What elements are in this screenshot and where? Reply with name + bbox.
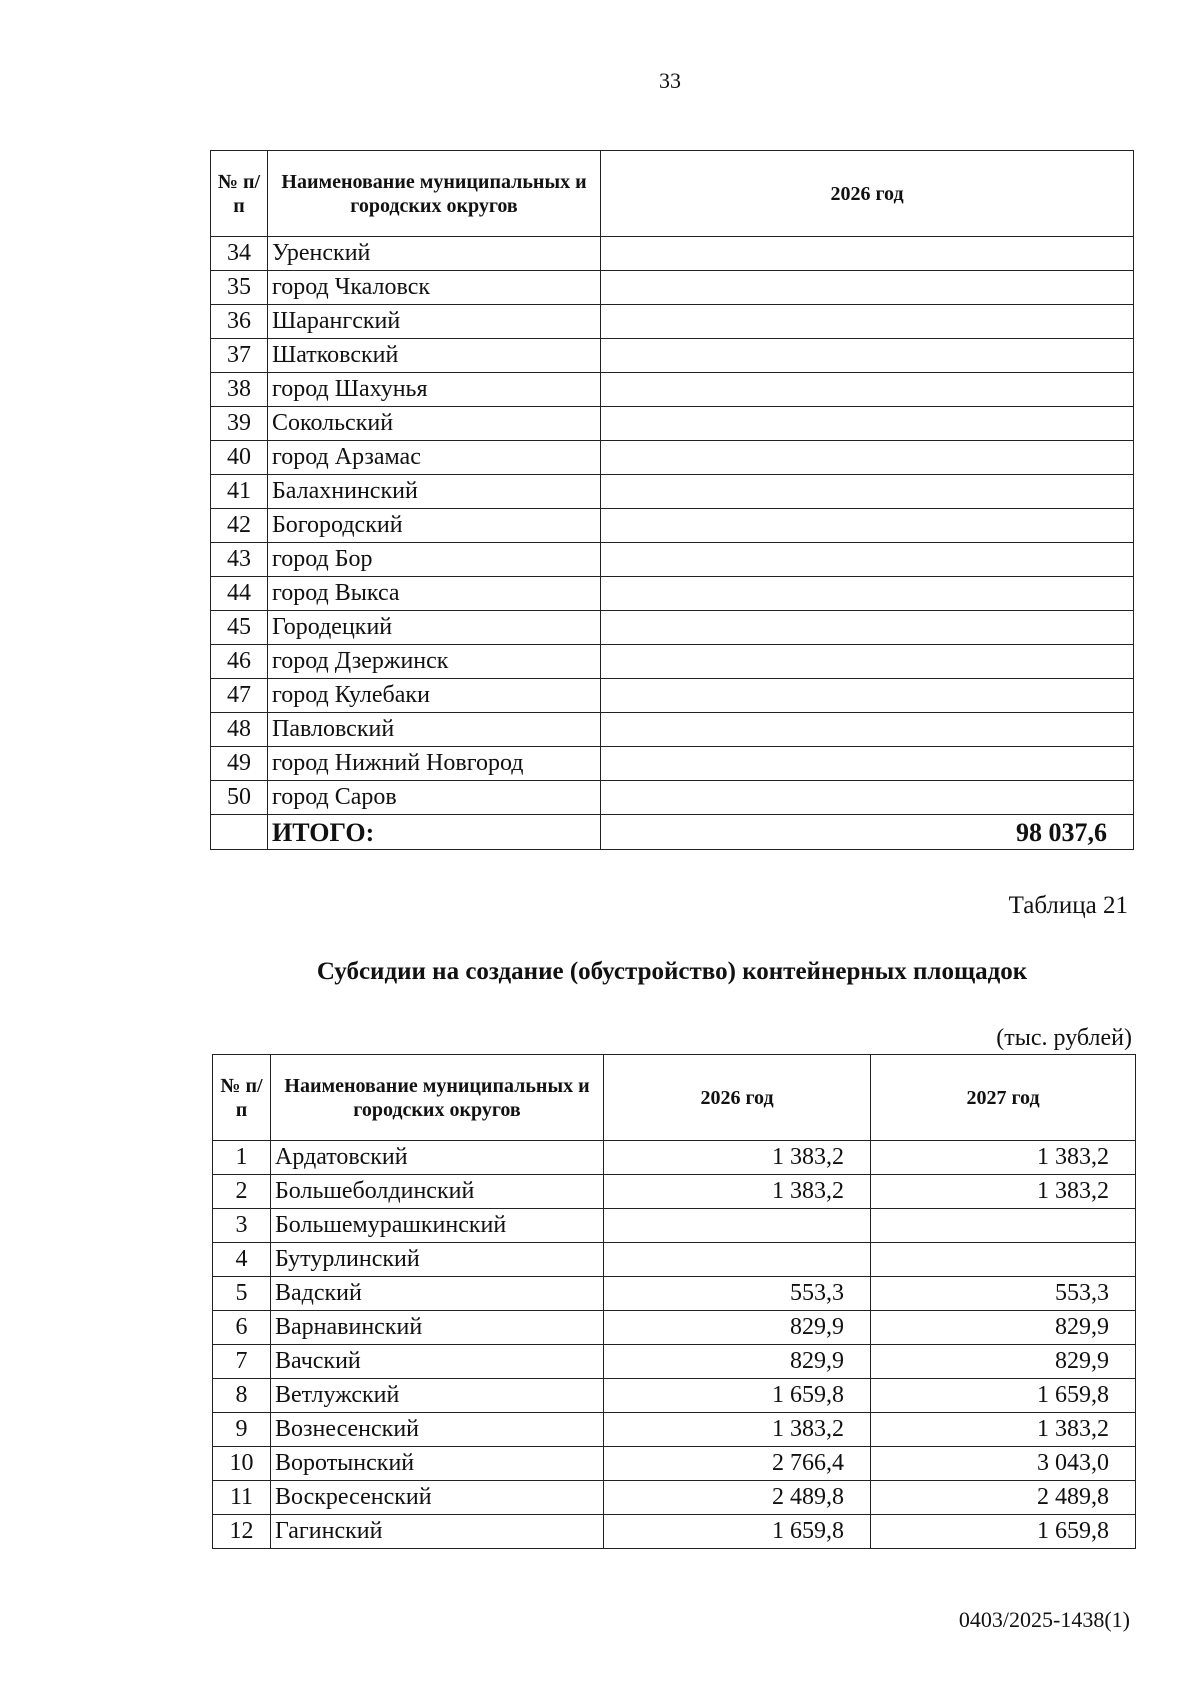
table-2-header: [213, 1055, 1136, 1141]
table-row: [211, 645, 1134, 679]
header-name: Наименование муниципальных и городских округов: [271, 1055, 604, 1141]
row-name: Шатковский: [268, 339, 601, 373]
table-row: [211, 237, 1134, 271]
row-value-2026: 1 383,2: [604, 1413, 871, 1447]
row-value-2026: [601, 543, 1134, 577]
header-2027: 2027 год: [871, 1055, 1136, 1141]
table-row: [213, 1141, 1136, 1175]
header-number: № п/п: [211, 151, 268, 237]
row-value-2027: 553,3: [871, 1277, 1136, 1311]
row-value-2026: 2 766,4: [604, 1447, 871, 1481]
table-title: Субсидии на создание (обустройство) контейнерных площадок: [316, 958, 1028, 985]
table-caption: Таблица 21: [1008, 892, 1128, 919]
row-number: 49: [211, 747, 268, 781]
row-name: город Арзамас: [268, 441, 601, 475]
row-name: Вачский: [271, 1345, 604, 1379]
row-name: Павловский: [268, 713, 601, 747]
table-row: [211, 747, 1134, 781]
row-number: 50: [211, 781, 268, 815]
table-row: [211, 441, 1134, 475]
row-name: Ветлужский: [271, 1379, 604, 1413]
row-name: Бутурлинский: [271, 1243, 604, 1277]
row-name: Вадский: [271, 1277, 604, 1311]
table-row: [213, 1175, 1136, 1209]
row-value-2027: [871, 1209, 1136, 1243]
table-row: [211, 373, 1134, 407]
table-row: [211, 305, 1134, 339]
row-number: 41: [211, 475, 268, 509]
row-value-2026: [601, 509, 1134, 543]
row-number: 3: [213, 1209, 271, 1243]
row-number: 8: [213, 1379, 271, 1413]
row-name: город Кулебаки: [268, 679, 601, 713]
table-row: [213, 1447, 1136, 1481]
row-name: город Чкаловск: [268, 271, 601, 305]
row-name: город Дзержинск: [268, 645, 601, 679]
row-number: 34: [211, 237, 268, 271]
total-row: [211, 815, 1134, 850]
table-row: [213, 1243, 1136, 1277]
header-name: Наименование муниципальных и городских округов: [268, 151, 601, 237]
row-name: Вознесенский: [271, 1413, 604, 1447]
row-number: 36: [211, 305, 268, 339]
row-value-2026: [601, 713, 1134, 747]
table-row: [213, 1413, 1136, 1447]
row-number: 11: [213, 1481, 271, 1515]
table-row: [213, 1379, 1136, 1413]
table-row: [211, 339, 1134, 373]
row-number: 42: [211, 509, 268, 543]
row-value-2026: [601, 747, 1134, 781]
row-value-2027: 1 383,2: [871, 1413, 1136, 1447]
table-row: [211, 475, 1134, 509]
table-row: [211, 713, 1134, 747]
row-number: 38: [211, 373, 268, 407]
row-value-2027: 3 043,0: [871, 1447, 1136, 1481]
row-value-2027: 2 489,8: [871, 1481, 1136, 1515]
unit-label: (тыс. рублей): [996, 1025, 1132, 1051]
row-value-2027: 1 659,8: [871, 1515, 1136, 1549]
table-row: [213, 1311, 1136, 1345]
row-value-2026: 1 383,2: [604, 1175, 871, 1209]
row-value-2026: 829,9: [604, 1311, 871, 1345]
table-row: [211, 271, 1134, 305]
row-number: 46: [211, 645, 268, 679]
row-value-2026: [601, 781, 1134, 815]
row-value-2026: [601, 237, 1134, 271]
row-number: 1: [213, 1141, 271, 1175]
row-value-2026: 1 659,8: [604, 1515, 871, 1549]
row-value-2027: [871, 1243, 1136, 1277]
row-name: Варнавинский: [271, 1311, 604, 1345]
table-1: [210, 150, 1134, 850]
row-name: город Саров: [268, 781, 601, 815]
row-value-2026: [601, 611, 1134, 645]
row-value-2026: [601, 577, 1134, 611]
row-number: 40: [211, 441, 268, 475]
document-id: 0403/2025-1438(1): [958, 1607, 1130, 1632]
header-2026: 2026 год: [601, 151, 1134, 237]
table-row: [213, 1209, 1136, 1243]
page-number: 33: [659, 68, 681, 93]
row-value-2026: 1 659,8: [604, 1379, 871, 1413]
row-value-2026: [601, 373, 1134, 407]
row-number: 9: [213, 1413, 271, 1447]
row-number: 35: [211, 271, 268, 305]
row-number: 10: [213, 1447, 271, 1481]
row-name: Богородский: [268, 509, 601, 543]
table-2: [212, 1054, 1136, 1549]
table-row: [211, 577, 1134, 611]
row-number: 5: [213, 1277, 271, 1311]
row-name: Шарангский: [268, 305, 601, 339]
header-number: № п/п: [213, 1055, 271, 1141]
row-value-2027: 829,9: [871, 1345, 1136, 1379]
row-name: Гагинский: [271, 1515, 604, 1549]
row-number: 47: [211, 679, 268, 713]
total-number-cell: [211, 815, 268, 850]
row-name: город Бор: [268, 543, 601, 577]
table-row: [211, 543, 1134, 577]
row-value-2026: 829,9: [604, 1345, 871, 1379]
header-2026: 2026 год: [604, 1055, 871, 1141]
row-value-2026: [604, 1209, 871, 1243]
row-value-2027: 1 659,8: [871, 1379, 1136, 1413]
row-value-2026: [601, 271, 1134, 305]
table-row: [213, 1277, 1136, 1311]
row-number: 7: [213, 1345, 271, 1379]
row-name: Большемурашкинский: [271, 1209, 604, 1243]
row-value-2026: [601, 407, 1134, 441]
table-row: [211, 679, 1134, 713]
row-number: 6: [213, 1311, 271, 1345]
row-value-2026: 2 489,8: [604, 1481, 871, 1515]
row-number: 48: [211, 713, 268, 747]
row-value-2027: 829,9: [871, 1311, 1136, 1345]
row-value-2027: 1 383,2: [871, 1175, 1136, 1209]
row-value-2026: [601, 305, 1134, 339]
row-number: 45: [211, 611, 268, 645]
row-value-2026: 1 383,2: [604, 1141, 871, 1175]
total-value-2026: 98 037,6: [601, 815, 1134, 850]
row-value-2026: [604, 1243, 871, 1277]
table-row: [211, 509, 1134, 543]
row-name: город Шахунья: [268, 373, 601, 407]
row-value-2026: [601, 339, 1134, 373]
row-value-2026: [601, 475, 1134, 509]
row-name: город Выкса: [268, 577, 601, 611]
row-name: Сокольский: [268, 407, 601, 441]
table-1-header: [211, 151, 1134, 237]
table-row: [211, 781, 1134, 815]
table-row: [213, 1515, 1136, 1549]
row-name: Воскресенский: [271, 1481, 604, 1515]
table-row: [213, 1345, 1136, 1379]
row-number: 44: [211, 577, 268, 611]
row-value-2026: [601, 679, 1134, 713]
table-row: [211, 611, 1134, 645]
row-number: 2: [213, 1175, 271, 1209]
row-name: город Нижний Новгород: [268, 747, 601, 781]
row-value-2026: [601, 441, 1134, 475]
total-label: ИТОГО:: [268, 815, 601, 850]
row-name: Балахнинский: [268, 475, 601, 509]
row-number: 39: [211, 407, 268, 441]
table-row: [211, 407, 1134, 441]
row-number: 43: [211, 543, 268, 577]
row-name: Большеболдинский: [271, 1175, 604, 1209]
table-row: [213, 1481, 1136, 1515]
row-value-2026: [601, 645, 1134, 679]
row-number: 4: [213, 1243, 271, 1277]
row-number: 37: [211, 339, 268, 373]
row-name: Городецкий: [268, 611, 601, 645]
row-number: 12: [213, 1515, 271, 1549]
row-name: Воротынский: [271, 1447, 604, 1481]
row-name: Ардатовский: [271, 1141, 604, 1175]
row-value-2026: 553,3: [604, 1277, 871, 1311]
row-value-2027: 1 383,2: [871, 1141, 1136, 1175]
row-name: Уренский: [268, 237, 601, 271]
